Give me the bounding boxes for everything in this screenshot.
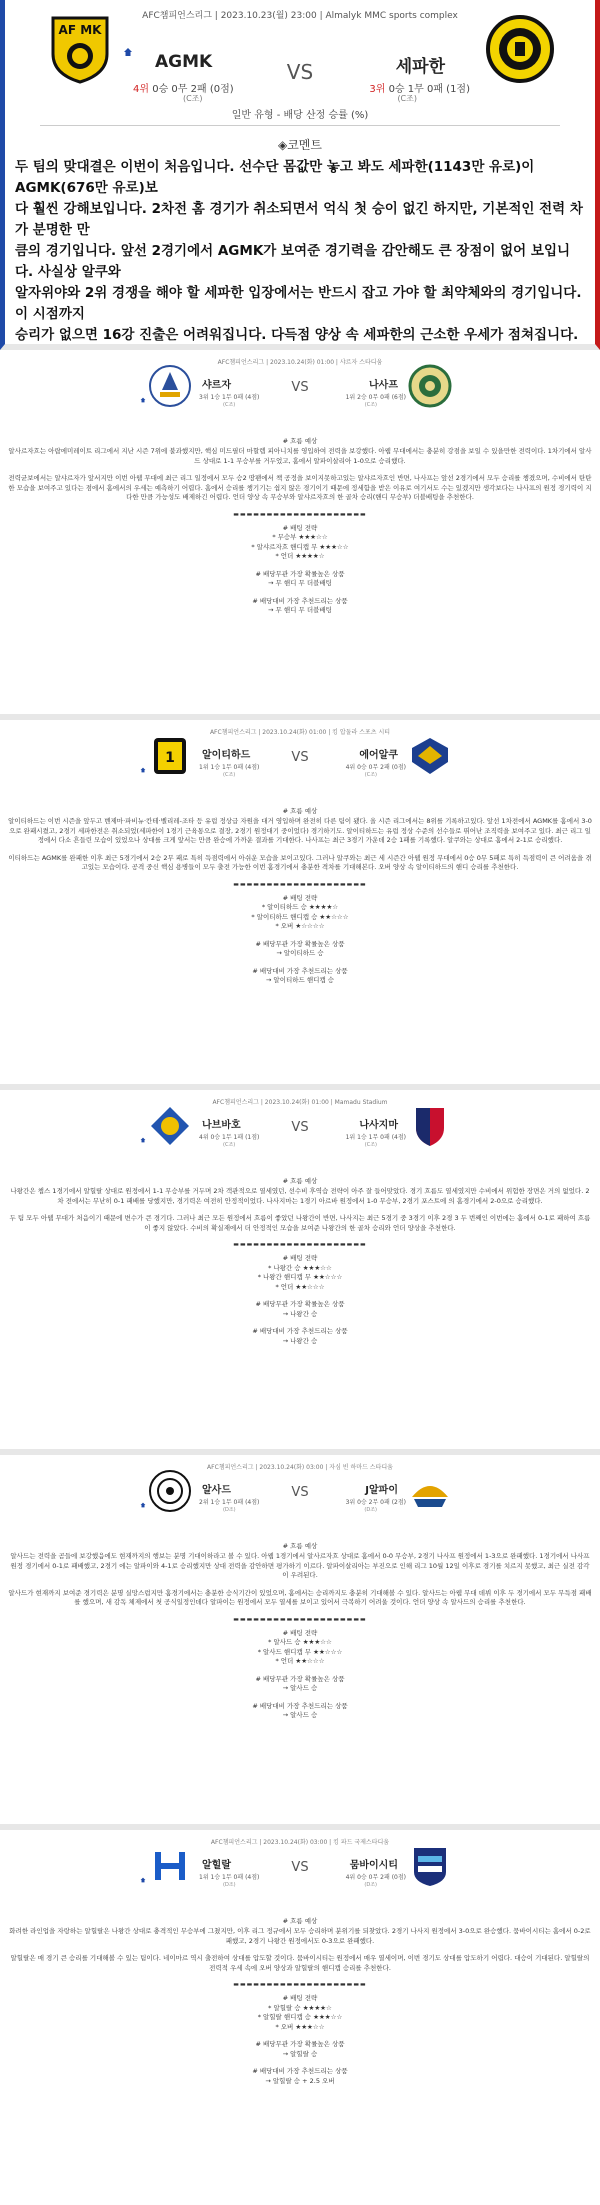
sepahan-logo-icon (485, 14, 555, 84)
mini-meta: AFC챔피언스리그 | 2023.10.24(화) 01:00 | 샤르자 스타디움 (217, 359, 383, 366)
strategy-line: * 알사드 승 ★★★☆☆ (268, 1638, 332, 1646)
analysis-paragraph: 두 팀 모두 아웹 무대가 처음이기 때문에 변수가 큰 경기다. 그러나 최근 모든 원정에서 흐름이 좋았던 나왕간이 반면, 나사지는 최근 5경기 중 3경기 이후 2경 3 두 번째인 이번에는 홈에서 0-1로 패하여 흐름이 좋지 않았다. 수비의 확실재에서 더 안정적인 모습을 보여준 나왕간의 한 골차 승리와 언더 양상을 추천한다. (9, 1214, 591, 1232)
best-value-pick: → 알이티하드 핸디캡 승 (265, 976, 335, 984)
mini-away-record: 4위 0승 0무 2패 (0점) (345, 1874, 406, 1881)
flow-heading: # 흐름 예상 (282, 437, 318, 445)
mini-meta: AFC챔피언스리그 | 2023.10.24(화) 03:00 | 자심 빈 하마드 스타디움 (207, 1464, 393, 1471)
dash-divider: ▬▬▬▬▬▬▬▬▬▬▬▬▬▬▬▬▬▬▬▬ (233, 880, 367, 888)
home-icon (123, 42, 133, 52)
best-value-label: # 배당대비 가장 추천드리는 상품 (252, 2067, 348, 2075)
best-value-label: # 배당대비 가장 추천드리는 상품 (252, 1701, 348, 1710)
mini-away-league: (C조) (364, 1142, 377, 1148)
strategy-line: * 나왕간 승 ★★★☆☆ (268, 1263, 332, 1272)
mini-home-league: (C조) (223, 1142, 236, 1148)
mini-home-league: (D조) (223, 1882, 236, 1888)
match-card-1 (0, 350, 600, 720)
strategy-line: * 무승부 ★★★☆☆ (272, 533, 328, 541)
best-probability-label: # 배당무관 가장 확률높은 상품 (255, 1674, 345, 1683)
strategy-list (0, 1254, 600, 1346)
strategy-line: * 언더 ★★☆☆☆ (275, 1657, 325, 1665)
mini-home-record: 2위 1승 1무 0패 (4점) (199, 1499, 260, 1506)
analysis-paragraph: 나왕간은 챕스 1경기에서 알힐랄 상대로 원정에서 1-1 무승부를 거두며 2차 객관적으로 열세였던, 선수비 후역습 전략이 아주 잘 들어맞았다. 경기 흐름도 열세였지만 수비에서 위험한 장면은 거의 없었다. 2차 전에서는 무난히 0-1 패배를 당했지만, 경기력은 여전히 안정적이었다. 나사지마는 1경기 아르바 원정에서 1-0 무승부, 2경기 포스트에 의 홈경기에서 2-0으로 승리했다. (10, 1187, 590, 1205)
best-probability-label: # 배당무관 가장 확률높은 상품 (255, 939, 345, 948)
mini-home-team: 알이티하드 (202, 750, 251, 761)
nasaji-logo-icon (408, 1104, 452, 1148)
mini-home-team: 나브바호 (202, 1120, 241, 1131)
away-record (369, 80, 470, 95)
flow-heading: # 흐름 예상 (282, 1917, 318, 1925)
mumbai-logo-icon (408, 1844, 452, 1888)
airforce-logo-icon (408, 734, 452, 778)
dash-divider: ▬▬▬▬▬▬▬▬▬▬▬▬▬▬▬▬▬▬▬▬ (233, 510, 367, 518)
mini-header (0, 720, 600, 806)
svg-text:AF MK: AF MK (58, 23, 102, 37)
mini-header (0, 1090, 600, 1176)
dash-divider: ▬▬▬▬▬▬▬▬▬▬▬▬▬▬▬▬▬▬▬▬ (233, 1241, 367, 1248)
match-card-5 (0, 1830, 600, 2205)
strategy-line: * 오버 ★☆☆☆☆ (275, 922, 325, 930)
mini-vs: VS (291, 1860, 309, 1875)
strategy-line: * 알힐랄 핸디캡 승 ★★★☆☆ (257, 2013, 343, 2021)
best-value-label: # 배당대비 가장 추천드리는 상품 (252, 1327, 348, 1335)
best-value-pick: → 나왕간 승 (282, 1336, 318, 1345)
comment-line: 알자위야와 2위 경쟁을 해야 할 세파한 입장에서는 반드시 잡고 가야 할 최약체와의 경기입니다. 이 시점까지 (15, 285, 582, 322)
analysis-paragraph: 알이티하드는 이번 시즌을 앞두고 벤제마·파비뉴·칸테·벨리레-조타 등 유럽 정상급 자원을 대거 영입하며 완전히 다른 팀이 됐다. 올 시즌 리그에서는 8위를 기록하고있다. 앞선 1차전에서 AGMK를 홈에서 3-0으로 완패시켰고, 2경기 세파한전은 취소되었(세파한이 1경기 근육통으로 결장, 2경기 원정대기 중이었다) 경기하기도. 알이티하드는 유럽 정상 수준의 선수들로 뛰어난 조직력을 보여주고 있다. 최근 리그 일정에서 다소 흔들린 모습이 있었으나 상대를 크게 앞서는 만큼 완승에 가까운 결과를 기대한다. 나사프는 최근 3경기 가운데 2승 1패를 기록했다. 알쿠와는 상대로 홈에서 2-1로 승리했다. (8, 817, 592, 844)
match-meta: AFC챔피언스리그 | 2023.10.23(월) 23:00 | Almalyk MMC sports complex (142, 11, 458, 21)
comment-body (5, 157, 595, 346)
analysis-paragraph: 알힐랄은 매 경기 큰 승리를 기대해볼 수 있는 팀이다. 네이마르 역시 출전하여 상대를 압도할 것이다. 뭄바이시티는 원정에서 매우 열세이며, 이번 경기도 상대를 압도하기 어렵다. 대승이 기대된다. 알힐랄의 전력적 우세 속에 오버 양상과 알힐랄의 핸디캡 승리를 추천한다. (10, 1954, 590, 1972)
best-probability-pick: → 나왕간 승 (282, 1309, 318, 1318)
best-probability-pick: → 무 핸디 무 더블배팅 (268, 579, 332, 587)
mini-away-record: 3위 0승 2무 0패 (2점) (345, 1499, 406, 1506)
strategy-line: # 배팅 전략 (282, 1628, 318, 1637)
comment-line: 큼의 경기입니다. 앞선 2경기에서 AGMK가 보여준 경기력을 감안해도 큰 장점이 없어 보입니다. 사실상 알쿠와 (15, 243, 571, 280)
home-team-name: AGMK (155, 52, 213, 72)
mini-away-team: 나사프 (369, 380, 398, 391)
mini-away-league: (C조) (364, 772, 377, 778)
strategy-line: # 배팅 전략 (282, 523, 318, 532)
away-rank: 3위 (369, 84, 386, 95)
mini-vs: VS (291, 750, 309, 765)
best-value-label: # 배당대비 가장 추천드리는 상품 (252, 966, 348, 975)
mini-meta: AFC챔피언스리그 | 2023.10.24(화) 03:00 | 킹 파드 국제스타디움 (210, 1839, 390, 1846)
home-rank: 4위 (133, 84, 150, 95)
mini-home-league: (D조) (223, 1507, 236, 1513)
mini-header (0, 350, 600, 436)
mini-header (0, 1830, 600, 1916)
strategy-line: * 알이티하드 핸디캡 승 ★★☆☆☆ (251, 912, 349, 921)
comment-line: 승리가 없으면 16강 진출은 어려워집니다. 다득점 양상 속 세파한의 근소한 우세가 점쳐집니다. (15, 327, 579, 343)
best-probability-label: # 배당무관 가장 확률높은 상품 (255, 2040, 345, 2048)
mini-away-team: 에어알쿠 (359, 750, 398, 761)
match-header (5, 0, 595, 103)
strategy-list (0, 1994, 600, 2086)
mini-vs: VS (291, 1120, 309, 1135)
strategy-line: * 언더 ★★★★☆ (275, 552, 325, 560)
vs-label: VS (286, 60, 314, 84)
strategy-line: * 언더 ★★☆☆☆ (275, 1282, 325, 1291)
analysis-paragraph: 전력균보에서는 알샤르자가 앞서지만 이번 아웹 무대에 최근 리그 일정에서 모두 승2 땅팬에서 책 공정을 보이지못하고있는 알샤르자흐인 반면, 나사프는 앞선 2경기에서 모두 승리를 챙겼으며, 수비에서 탄탄한 모습을 보여주고 있다는 점에서 홈에서의 우세는 예측하기 어렵다. 홈에서 승리를 챙기기는 쉽지 않은 경기이기 때문에 정세함을 받은 이유로 여기서도 수는 있겠지만 생각보다는 나사프의 원정 경기력이 지다한 만큼 가능성도 배제하긴 어렵다. 언더 양상 속 무승부와 알샤르자흐의 한 골차 승리(핸디 무승부) 더블배팅을 추천한다. (8, 474, 592, 501)
mini-away-team: J알파이 (365, 1485, 398, 1496)
strategy-line: * 알힐랄 승 ★★★★☆ (268, 2003, 332, 2012)
comment-heading: ◈코멘트 (277, 138, 322, 152)
mini-vs: VS (291, 380, 309, 395)
analysis-paragraph: 알사르자흐는 아랍에미레이트 리그에서 지난 시즌 7위에 불과했지만, 핵심 미드필더 마할렙 피아니치를 영입하여 전력을 보강했다. 아웹 무대에서는 충분히 강점을 보일 수 있을만한 전력이다. 1차기에서 알사드 상대로 1-1 무승부를 거두었고, 홈에서 알파이살리아 1-0으로 승리했다. (8, 447, 592, 465)
strategy-list (0, 894, 600, 986)
away-team-name: 세파한 (395, 57, 445, 77)
analysis-paragraph: 화려한 라인업을 자랑하는 알힐랄은 나왕간 상대로 충격적인 무승부에 그쳤지만, 이후 리그 정규에서 모두 승리하며 분위기를 되찾았다. 2경기 나사지 원정에서 3-0으로 완승했다. 뭄바이시티는 홈에서 0-2로 패했고, 2경기 나왕간 원정에서도 0-3으로 완패했다. (9, 1927, 591, 1945)
strategy-line: * 알이티하드 승 ★★★★☆ (261, 903, 339, 911)
alfaisaly-logo-icon (408, 1469, 452, 1513)
comment-line: 두 팀의 맞대결은 이번이 처음입니다. 선수단 몸값만 놓고 봐도 세파한(1143만 유로)이 AGMK(676만 유로)보 (15, 159, 535, 196)
flow-heading: # 흐름 예상 (282, 1177, 318, 1185)
nasaf-logo-icon (408, 364, 452, 408)
mini-away-team: 나사지마 (359, 1120, 398, 1131)
analysis-paragraph: 알사드가 현재까지 보여준 경기력은 분명 실망스럽지만 홈경기에서는 충분한 승식기간이 있었으며, 홈에서는 승리까지도 충분히 기대해볼 수 있다. 알사드는 아웹 무대 데뷔 이후 두 경기에서 모두 무득점 패배를 했으며, 새 감독 체제에서 첫 공식일정인데다 알파이는 원정에서 모두 열세를 보이고 있어서 극복하기 어려울 것이다. 언더 양상 속 알사드의 승리를 추천한다. (8, 1588, 592, 1606)
match-card-2 (0, 720, 600, 1090)
dash-divider: ▬▬▬▬▬▬▬▬▬▬▬▬▬▬▬▬▬▬▬▬ (233, 1981, 367, 1988)
mini-home-record: 1위 1승 1무 0패 (4점) (199, 764, 260, 771)
mini-away-record: 1위 2승 0무 0패 (6점) (345, 394, 406, 401)
analysis-paragraph: 이티하드는 AGMK를 완패한 이후 최근 5경기에서 2승 2무 패로 특히 득점력에서 아쉬운 모습을 보이고있다. 그러나 알쿠와는 최근 세 시즌간 아웹 원정 무대에서 0승 0무 5패로 특히 득점력이 큰 어려움을 겪고있는 모습이다. 공격 중신 핵심 용병들이 모두 출전 가능한 이번 홈경기에서 충분한 격차를 기대해본다. 오버 양상 속 알이티하드의 핸디 승리를 추천한다. (8, 853, 592, 871)
mini-header (0, 1455, 600, 1541)
odds-subheader: 일반 유형 - 배당 산정 승률 (%) (231, 110, 369, 121)
mini-home-record: 1위 1승 1무 0패 (4점) (199, 1874, 260, 1881)
best-probability-label: # 배당무관 가장 확률높은 상품 (255, 1300, 345, 1308)
strategy-list (0, 524, 600, 616)
away-league: (C조) (397, 94, 417, 103)
strategy-line: * 오버 ★★★☆☆ (275, 2022, 325, 2031)
best-probability-pick: → 알힐랄 승 (282, 2049, 318, 2058)
mini-vs: VS (291, 1485, 309, 1500)
mini-home-team: 알힐랄 (202, 1860, 231, 1871)
mini-meta: AFC챔피언스리그 | 2023.10.24(화) 01:00 | 킹 압둘라 스포츠 시티 (209, 729, 391, 736)
divider (40, 125, 560, 126)
mini-home-team: 알사드 (202, 1485, 231, 1496)
dash-divider: ▬▬▬▬▬▬▬▬▬▬▬▬▬▬▬▬▬▬▬▬ (233, 1615, 367, 1623)
mini-away-record: 4위 0승 0무 2패 (0점) (345, 764, 406, 771)
match-card-3 (0, 1090, 600, 1455)
best-value-label: # 배당대비 가장 추천드리는 상품 (252, 596, 348, 605)
strategy-line: * 알샤르자흐 핸디캡 무 ★★★☆☆ (251, 542, 349, 551)
mini-home-record: 3위 1승 1무 0패 (4점) (199, 394, 260, 401)
mini-home-team: 샤르자 (202, 380, 231, 391)
strategy-line: # 배팅 전략 (282, 893, 318, 902)
flow-heading: # 흐름 예상 (282, 1542, 318, 1550)
mini-away-league: (D조) (364, 1507, 377, 1513)
strategy-list (0, 1629, 600, 1721)
strategy-line: # 배팅 전략 (282, 1254, 318, 1262)
best-probability-label: # 배당무관 가장 확률높은 상품 (255, 569, 345, 578)
mini-away-league: (C조) (364, 402, 377, 408)
main-match-section (0, 0, 600, 350)
mini-meta: AFC챔피언스리그 | 2023.10.24(화) 01:00 | Mamadu Stadium (212, 1099, 388, 1106)
match-card-4 (0, 1455, 600, 1830)
home-league: (C조) (183, 94, 203, 103)
best-value-pick: → 알힐랄 승 + 2.5 오버 (265, 2076, 335, 2085)
svg-text:1: 1 (165, 750, 175, 766)
mini-away-team: 뭄바이시티 (349, 1860, 398, 1871)
best-value-pick: → 알사드 승 (282, 1711, 318, 1719)
strategy-line: * 알사드 핸디캡 무 ★★☆☆☆ (257, 1647, 343, 1656)
mini-away-league: (D조) (364, 1882, 377, 1888)
mini-home-league: (C조) (223, 772, 236, 778)
mini-away-record: 1위 1승 1무 0패 (4점) (345, 1134, 406, 1141)
home-record-text: 0승 0무 2패 (0점) (152, 84, 234, 95)
analysis-paragraph: 알사드는 전력을 곰들에 보강했음에도 현재까지의 행보는 분명 기대이하라고 볼 수 있다. 아웹 1경기에서 알사르자흐 상대로 홈에서 0-0 무승부, 2경기 나사프 원정에서 1-3으로 완패했다. 1경기에서 나사프 원정 경기에서 0-1로 패배했고, 2경기 에는 알파이와 4-1로 승리했지만 상대 전력을 감안하면 평가하기 이르다. 알파이살리아는 부진으로 인해 리그 10월 12일 이후로 경기를 치르지 못했고, 최근 실전 감각이 우려된다. (10, 1552, 590, 1579)
comment-line: 다 훨씬 강해보입니다. 2차전 홈 경기가 취소되면서 억식 첫 승이 없긴 하지만, 기본적인 전력 차가 분명한 만 (15, 201, 583, 238)
best-value-pick: → 무 핸디 무 더블배팅 (268, 606, 332, 614)
best-probability-pick: → 알사드 승 (282, 1684, 318, 1692)
strategy-line: # 배팅 전략 (282, 1994, 318, 2002)
away-record-text: 0승 1무 0패 (1점) (388, 84, 470, 95)
mini-home-record: 4위 0승 1무 1패 (1점) (199, 1134, 260, 1141)
flow-heading: # 흐름 예상 (282, 807, 318, 815)
strategy-line: * 나왕간 핸디캡 무 ★★☆☆☆ (257, 1273, 343, 1281)
mini-home-league: (C조) (223, 402, 236, 408)
best-probability-pick: → 알이티하드 승 (276, 949, 324, 957)
